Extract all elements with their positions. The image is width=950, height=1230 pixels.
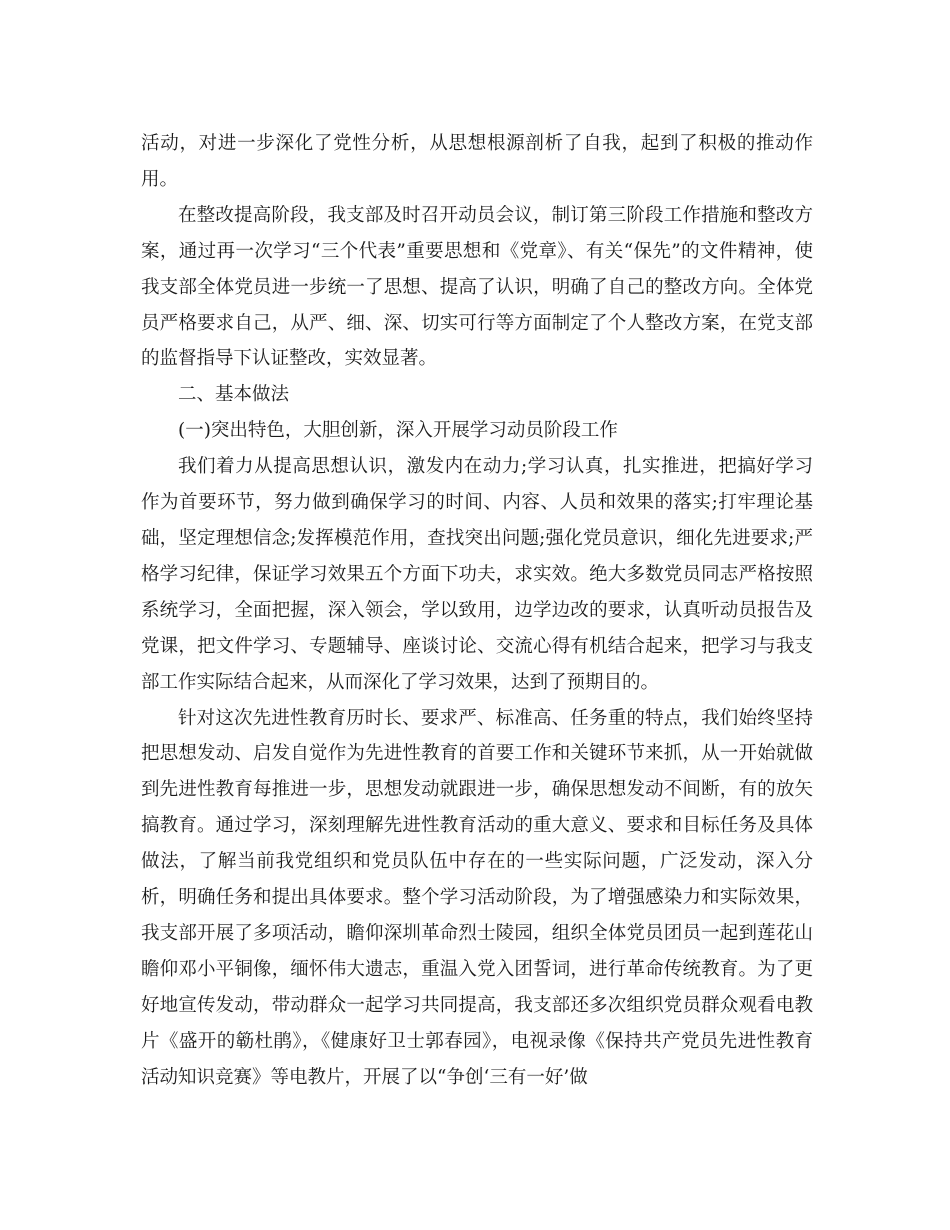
paragraph-rectification-stage: 在整改提高阶段，我支部及时召开动员会议，制订第三阶段工作措施和整改方案，通过再一次学习“三个代表”重要思想和《党章》、有关“保先”的文件精神，使我支部全体党员进一步统一了思想、提高了认识，明确了自己的整改方向。全体党员严格要求自己，从严、细、深、切实可行等方面制定了个人整改方案，在党支部的监督指导下认证整改，实效显著。 [141,204,813,370]
paragraph-study-efforts: 我们着力从提高思想认识，激发内在动力;学习认真，扎实推进，把搞好学习作为首要环节，努力做到确保学习的时间、内容、人员和效果的落实;打牢理论基础，坚定理想信念;发挥模范作用，查找突出问题;强化党员意识，细化先进要求;严格学习纪律，保证学习效果五个方面下功夫，求实效。绝大多数党员同志严格按照系统学习，全面把握，深入领会，学以致用，边学边改的要求，认真听动员报告及党课，把文件学习、专题辅导、座谈讨论、交流心得有机结合起来，把学习与我支部工作实际结合起来，从而深化了学习效果，达到了预期目的。 [141,456,813,693]
section-heading-basic-methods: 二、基本做法 [178,384,290,406]
subsection-heading-study-mobilization: (一)突出特色，大胆创新，深入开展学习动员阶段工作 [178,420,618,442]
paragraph-continuation: 活动，对进一步深化了党性分析，从思想根源剖析了自我，起到了积极的推动作用。 [141,133,813,190]
paragraph-ideological-mobilization: 针对这次先进性教育历时长、要求严、标准高、任务重的特点，我们始终坚持把思想发动、启发自觉作为先进性教育的首要工作和关键环节来抓，从一开始就做到先进性教育每推进一步，思想发动就跟进一步，确保思想发动不间断，有的放矢搞教育。通过学习，深刻理解先进性教育活动的重大意义、要求和目标任务及具体做法，了解当前我党组织和党员队伍中存在的一些实际问题，广泛发动，深入分析，明确任务和提出具体要求。整个学习活动阶段，为了增强感染力和实际效果，我支部开展了多项活动，瞻仰深圳革命烈士陵园，组织全体党员团员一起到莲花山瞻仰邓小平铜像，缅怀伟大遗志，重温入党入团誓词，进行革命传统教育。为了更好地宣传发动，带动群众一起学习共同提高，我支部还多次组织党员群众观看电教片《盛开的簕杜鹃》，《健康好卫士郭春园》，电视录像《保持共产党员先进性教育活动知识竞赛》等电教片，开展了以“争创‘三有一好’做 [141,707,813,1088]
document-body [141,126,813,1095]
